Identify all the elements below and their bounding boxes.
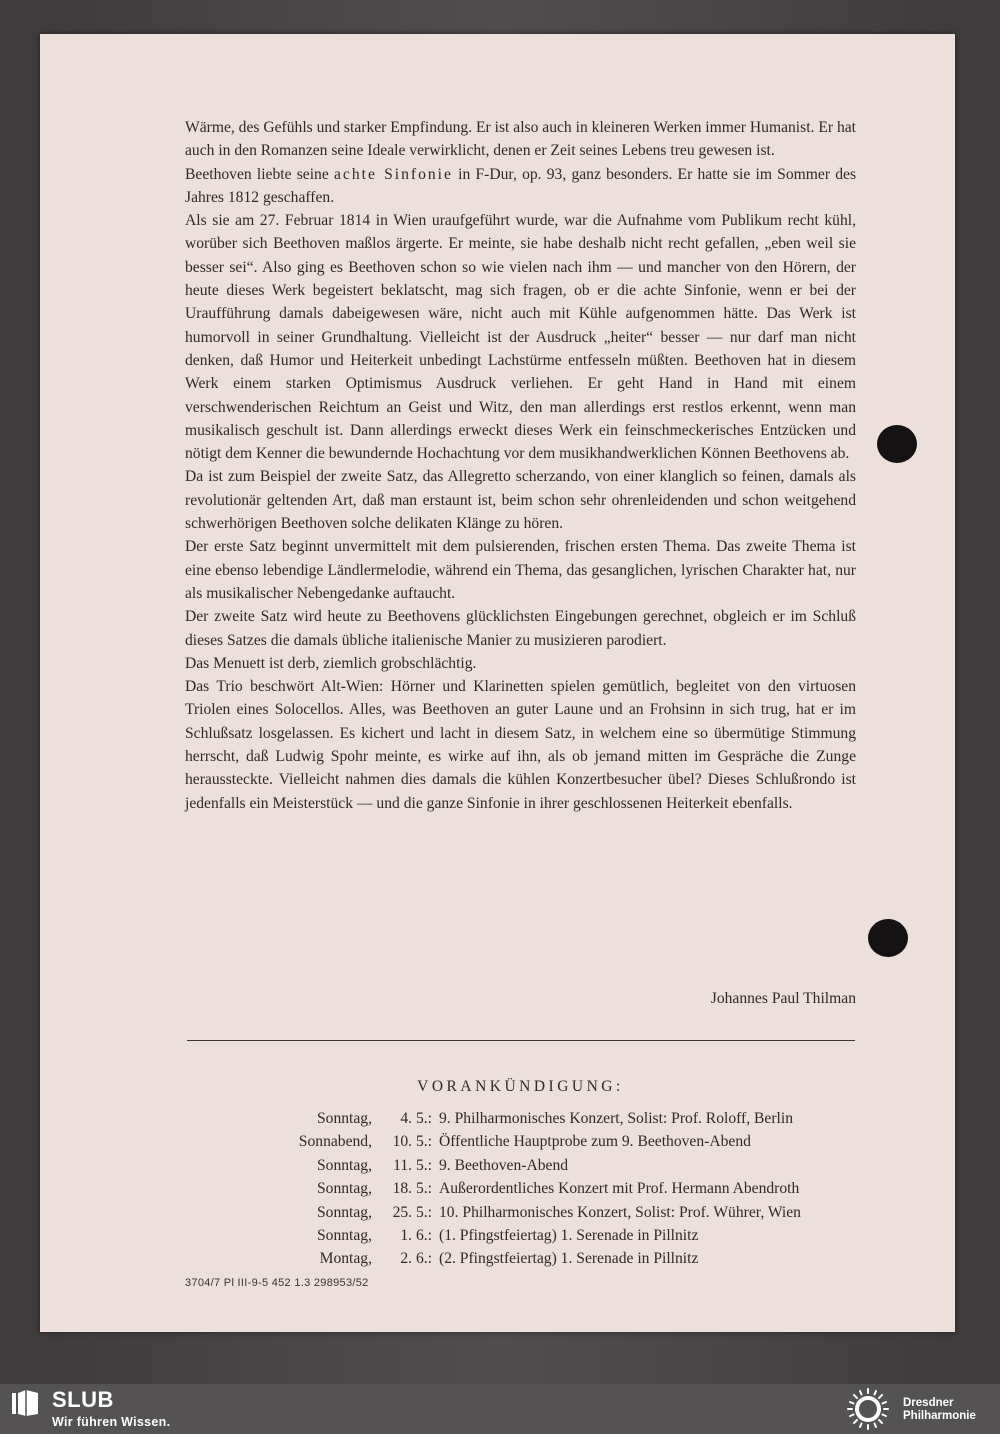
philharmonie-name-line1: Dresdner bbox=[903, 1397, 954, 1409]
schedule-event: (1. Pfingstfeiertag) 1. Serenade in Pillnitz bbox=[439, 1227, 699, 1245]
schedule-row bbox=[226, 1130, 866, 1153]
paragraph: Als sie am 27. Februar 1814 in Wien uraufgeführt wurde, war die Aufnahme vom Publikum recht kühl, worüber sich Beethoven maßlos ärgerte. Er meinte, sie habe deshalb nicht recht gefallen, „eben weil sie besser sei“. Also ging es Beethoven schon so wie vielen nach ihm — und mancher von den Hörern, der heute dieses Werk begeistert beklatscht, mag sich fragen, ob er die achte Sinfonie, wenn er bei der Uraufführung damals dabeigewesen wäre, nicht auch mit Kühle aufgenommen hätte. Das Werk ist humorvoll in seiner Grundhaltung. Vielleicht ist der Ausdruck „heiter“ besser — nur darf man nicht denken, daß Humor und Heiterkeit unbedingt Lachstürme entfesseln müßten. Beethoven hat in diesem Werk einem starken Optimismus Ausdruck verliehen. Er geht Hand in Hand mit einem verschwenderischen Reichtum an Geist und Witz, den man allerdings erst restlos erkennt, wenn man musikalisch geschult ist. Dann allerdings erweckt dieses Werk ein feinschmeckerisches Entzücken und nötigt dem Kenner die bewundernde Hochachtung vor dem musikhandwerklichen Können Beethovens ab. bbox=[185, 212, 856, 463]
philharmonie-name-line2: Philharmonie bbox=[903, 1409, 976, 1422]
paragraph-text: Beethoven liebte seine bbox=[185, 165, 334, 183]
schedule-row bbox=[226, 1201, 866, 1224]
schedule-day: Sonntag, bbox=[316, 1156, 372, 1174]
article-body bbox=[185, 116, 856, 815]
schedule-date: 1. 6.: bbox=[400, 1227, 432, 1245]
schedule-day: Sonntag, bbox=[316, 1180, 372, 1198]
schedule-row bbox=[226, 1154, 866, 1177]
paragraph: Der zweite Satz wird heute zu Beethovens glücklichsten Eingebungen gerechnet, obgleich er im Schluß dieses Satzes die damals übliche italienische Manier zu musizieren parodiert. bbox=[185, 608, 856, 649]
schedule-event: Öffentliche Hauptprobe zum 9. Beethoven-Abend bbox=[439, 1133, 751, 1151]
paragraph bbox=[185, 163, 856, 210]
schedule-date: 25. 5.: bbox=[392, 1203, 432, 1221]
schedule-event: 9. Beethoven-Abend bbox=[439, 1156, 569, 1174]
philharmonie-logo-icon[interactable] bbox=[842, 1387, 894, 1431]
philharmonie-name[interactable] bbox=[903, 1397, 976, 1422]
paragraph: Das Trio beschwört Alt-Wien: Hörner und Klarinetten spielen gemütlich, begleitet von den virtuosen Triolen eines Solocellos. Alles, was Beethoven an guter Laune und an Frohsinn in sich trug, hat er im Schlußsatz losgelassen. Es kichert und lacht in diesem Satz, in welchem eine so übermütige Stimmung herrscht, daß Ludwig Spohr meinte, es wirke auf ihn, als ob jemand mitten im Gespräche die Zunge heraussteckte. Vielleicht nahmen dies damals die kühlen Konzertbesucher übel? Dieses Schlußrondo ist jedenfalls ein Meisterstück — und die ganze Sinfonie in ihrer geschlossenen Heiterkeit ebenfalls. bbox=[185, 678, 856, 812]
schedule-row bbox=[226, 1224, 866, 1247]
spaced-emphasis: achte Sinfonie bbox=[333, 165, 453, 183]
schedule-row bbox=[226, 1247, 866, 1270]
schedule-event: (2. Pfingstfeiertag) 1. Serenade in Pillnitz bbox=[439, 1250, 699, 1268]
paragraph: Der erste Satz beginnt unvermittelt mit dem pulsierenden, frischen ersten Thema. Das zweite Thema ist eine ebenso lebendige Ländlermelodie, während ein Thema, das gesanglichen, lyrischen Charakter hat, nur als musikalischer Nebengedanke auftaucht. bbox=[185, 538, 856, 602]
paragraph: Das Menuett ist derb, ziemlich grobschlächtig. bbox=[185, 654, 477, 672]
schedule-row bbox=[226, 1177, 866, 1200]
schedule-date: 11. 5.: bbox=[393, 1156, 432, 1174]
schedule-date: 18. 5.: bbox=[392, 1180, 432, 1198]
schedule-row bbox=[226, 1107, 866, 1130]
punch-hole bbox=[877, 425, 917, 463]
slub-logo-icon[interactable] bbox=[12, 1390, 40, 1416]
schedule-date: 10. 5.: bbox=[392, 1133, 432, 1151]
schedule-event: 10. Philharmonisches Konzert, Solist: Prof. Wührer, Wien bbox=[439, 1203, 801, 1221]
divider bbox=[187, 1040, 855, 1041]
punch-hole bbox=[868, 919, 908, 957]
schedule-event: 9. Philharmonisches Konzert, Solist: Prof. Roloff, Berlin bbox=[439, 1110, 794, 1127]
schedule-day: Sonnabend, bbox=[298, 1133, 372, 1151]
slub-slogan: Wir führen Wissen. bbox=[52, 1415, 171, 1429]
schedule-event: Außerordentliches Konzert mit Prof. Hermann Abendroth bbox=[439, 1180, 800, 1198]
author-signature: Johannes Paul Thilman bbox=[710, 990, 856, 1007]
schedule-day: Sonntag, bbox=[316, 1203, 372, 1221]
schedule-day: Sonntag, bbox=[316, 1110, 372, 1127]
slub-name[interactable]: SLUB bbox=[52, 1387, 114, 1412]
schedule-day: Montag, bbox=[319, 1250, 372, 1268]
announcement-schedule bbox=[226, 1107, 866, 1271]
schedule-date: 4. 5.: bbox=[400, 1110, 432, 1127]
print-code: 3704/7 Pl III-9-5 452 1.3 298953/52 bbox=[185, 1277, 369, 1289]
paragraph-text: in F-Dur, op. 93, ganz besonders. Er hatte sie im Sommer des Jahres 1812 geschaffen. bbox=[185, 165, 857, 206]
schedule-date: 2. 6.: bbox=[400, 1250, 432, 1268]
paragraph: Da ist zum Beispiel der zweite Satz, das Allegretto scherzando, von einer klanglich so feinen, damals als revolutionär geltenden Art, daß man erstaunt ist, beim schon sehr ohrenleidenden und schon weitgehend schwerhörigen Beethoven solche delikaten Klänge zu hören. bbox=[185, 468, 856, 533]
footer-bar bbox=[0, 1384, 1000, 1434]
schedule-day: Sonntag, bbox=[316, 1227, 372, 1245]
announcement-title: VORANKÜNDIGUNG: bbox=[417, 1078, 624, 1095]
document-page bbox=[40, 34, 955, 1332]
paragraph: Wärme, des Gefühls und starker Empfindung. Er ist also auch in kleineren Werken immer Humanist. Er hat auch in den Romanzen seine Ideale verwirklicht, denen er Zeit seines Lebens treu gewesen ist. bbox=[185, 119, 856, 160]
